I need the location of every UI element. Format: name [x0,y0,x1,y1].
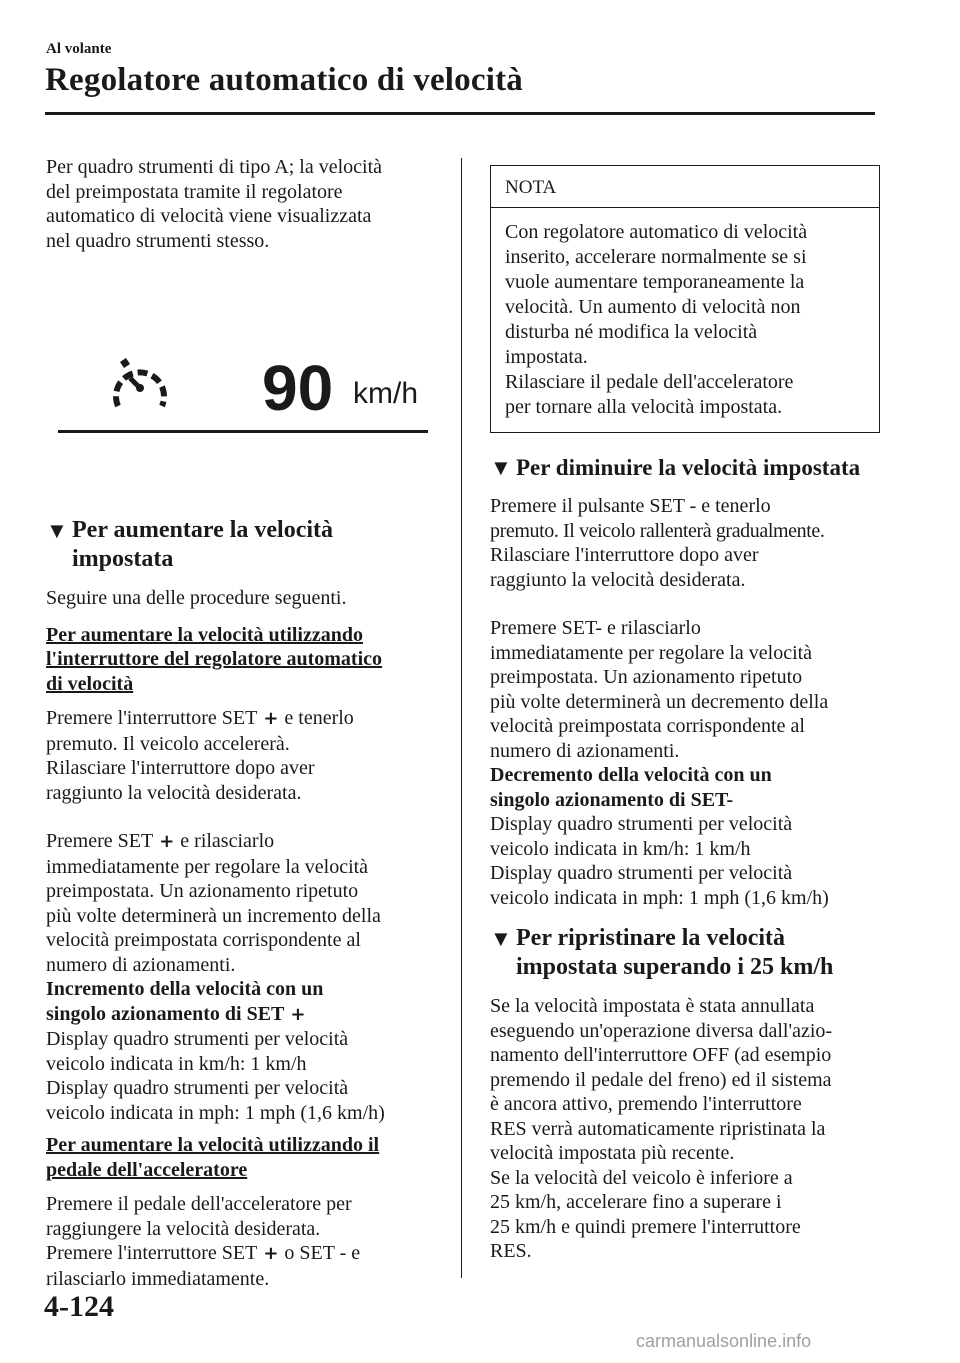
text-line: più volte determinerà un decremento della [490,690,829,713]
heading-resume [490,924,880,982]
text-span: Premere l'interruttore SET [46,1242,258,1264]
text-line: Premere SET- e rilasciarlo [490,617,701,639]
subheading-line: pedale dell'acceleratore [46,1158,248,1181]
bold-line: Incremento della velocità con un [46,978,324,1000]
triangle-down-icon: ▼ [490,926,512,951]
plus-icon: + [263,708,279,729]
text-line: veicolo indicata in km/h: 1 km/h [46,1052,307,1075]
pedal-subheading [46,1133,446,1182]
text-line: disturba né modifica la velocità [505,321,758,343]
text-span: Premere SET [46,830,154,852]
text-line: raggiungere la velocità desiderata. [46,1217,321,1240]
text-line: velocità impostata più recente. [490,1142,735,1164]
decrease-hold-paragraph [490,494,880,592]
text-line: preimpostata. Un azionamento ripetuto [490,666,803,688]
text-line: Display quadro strumenti per velocità [490,813,793,835]
triangle-down-icon: ▼ [490,455,512,480]
text-line: Premere il pedale dell'acceleratore per [46,1193,352,1215]
text-line: veicolo indicata in mph: 1 mph (1,6 km/h) [490,886,829,909]
plus-icon: + [290,1003,306,1025]
text-line: RES verrà automaticamente ripristinata la [490,1117,826,1140]
text-line: rilasciarlo immediatamente. [46,1267,270,1290]
text-span: e tenerlo [284,707,354,729]
text-line: impostata. [505,346,588,368]
text-line: più volte determinerà un incremento della [46,904,381,927]
text-line: Display quadro strumenti per velocità [46,1077,349,1099]
page-number: 4-124 [44,1290,114,1323]
plus-icon: + [159,831,175,852]
plus-icon: + [263,1243,279,1264]
subheading-line: di velocità [46,672,134,695]
text-line: è ancora attivo, premendo l'interruttore [490,1093,802,1115]
triangle-down-icon: ▼ [46,518,68,543]
text-line: Display quadro strumenti per velocità [490,862,793,884]
page-title: Regolatore automatico di velocità [45,62,523,98]
text-line: raggiunto la velocità desiderata. [490,568,746,591]
right-column [490,155,880,1264]
display-underline [58,430,428,433]
text-line: velocità preimpostata corrispondente al [46,929,361,951]
text-span: Premere l'interruttore SET [46,707,258,729]
note-body [491,208,879,432]
left-column [46,155,446,1291]
text-line: per tornare alla velocità impostata. [505,396,783,418]
text-span: e rilasciarlo [180,830,275,852]
text-line: premendo il pedale del freno) ed il sistema [490,1068,832,1091]
title-rule [45,112,875,115]
subheading-line: l'interruttore del regolatore automatico [46,648,383,670]
text-line: premuto. Il veicolo rallenterà gradualmente. [490,519,825,542]
text-line: namento dell'interruttore OFF (ad esempio [490,1044,832,1066]
subheading-line: Per aumentare la velocità utilizzando il [46,1134,380,1156]
text-line: RES. [490,1240,532,1262]
text-line: Premere il pulsante SET - e tenerlo [490,495,771,517]
text-line: Rilasciare il pedale dell'acceleratore [505,371,794,393]
heading-line: Per ripristinare la velocità [516,925,786,951]
text-line: Se la velocità del veicolo è inferiore a [490,1166,793,1189]
text-line: inserito, accelerare normalmente se si [505,246,807,268]
switch-tap-paragraph [46,829,446,1125]
watermark: carmanualsonline.info [636,1331,812,1351]
cruise-control-icon [108,356,172,414]
text-line: preimpostata. Un azionamento ripetuto [46,880,359,902]
heading-line: Per diminuire la velocità impostata [516,455,861,480]
heading-line: impostata [72,546,174,572]
text-line: premuto. Il veicolo accelererà. [46,732,290,755]
text-line: Rilasciare l'interruttore dopo aver [46,757,315,779]
text-line: velocità preimpostata corrispondente al [490,715,805,737]
heading-increase [46,516,446,574]
text-line: del preimpostata tramite il regolatore [46,180,343,203]
speed-display-illustration [58,348,438,468]
text-line: veicolo indicata in mph: 1 mph (1,6 km/h) [46,1101,385,1124]
resume-paragraph [490,994,880,1264]
column-divider [461,158,462,1278]
switch-hold-paragraph [46,706,446,805]
text-line: Per quadro strumenti di tipo A; la velocità [46,156,383,178]
bold-line: singolo azionamento di SET- [490,788,734,811]
text-line: veicolo indicata in km/h: 1 km/h [490,837,751,860]
heading-decrease [490,453,880,482]
text-span: singolo azionamento di SET [46,1002,285,1025]
text-line: raggiunto la velocità desiderata. [46,781,302,804]
note-title: NOTA [491,166,879,208]
text-line: nel quadro strumenti stesso. [46,229,270,252]
text-line: immediatamente per regolare la velocità [490,641,813,664]
text-line: Con regolatore automatico di velocità [505,221,808,243]
subheading-line: Per aumentare la velocità utilizzando [46,623,363,646]
speed-unit: km/h [353,377,419,410]
text-line: automatico di velocità viene visualizzata [46,205,372,227]
text-line: numero di azionamenti. [46,953,236,976]
switch-subheading [46,623,446,697]
section-label: Al volante [46,41,112,57]
text-line: immediatamente per regolare la velocità [46,855,369,878]
text-line: vuole aumentare temporaneamente la [505,271,805,293]
text-line: Rilasciare l'interruttore dopo aver [490,544,759,566]
text-line: numero di azionamenti. [490,739,680,762]
pedal-paragraph [46,1192,446,1291]
text-line: 25 km/h e quindi premere l'interruttore [490,1215,801,1238]
decrease-tap-paragraph [490,616,880,910]
text-line: Se la velocità impostata è stata annullata [490,995,815,1017]
text-line: Display quadro strumenti per velocità [46,1028,349,1050]
intro-paragraph [46,155,446,253]
heading-line: Per aumentare la velocità [72,517,334,543]
note-box [490,165,880,433]
bold-line: Decremento della velocità con un [490,764,772,786]
text-line: eseguendo un'operazione diversa dall'azio- [490,1019,833,1042]
text-line: 25 km/h, accelerare fino a superare i [490,1191,782,1213]
text-line: velocità. Un aumento di velocità non [505,296,801,318]
heading-line: impostata superando i 25 km/h [516,954,834,980]
speed-value: 90 [262,352,334,424]
text-span: o SET - e [284,1242,361,1264]
follow-text: Seguire una delle procedure seguenti. [46,587,347,609]
